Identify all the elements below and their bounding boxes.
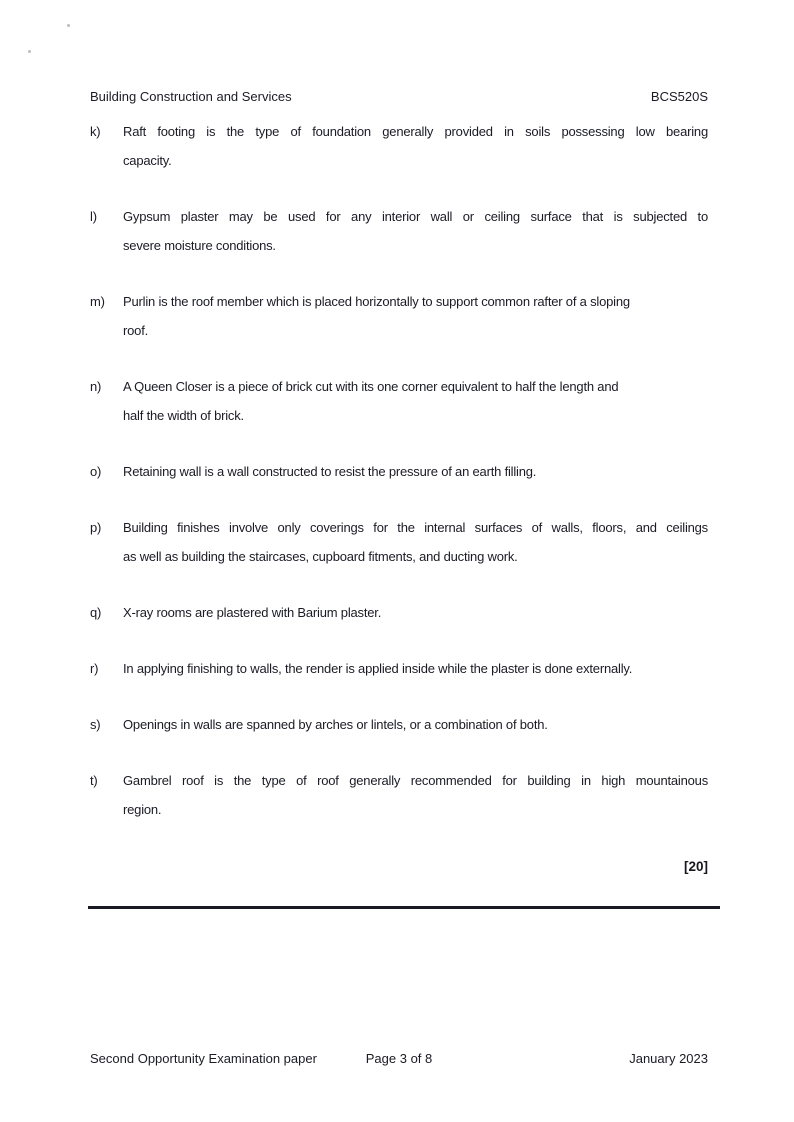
course-title: Building Construction and Services — [90, 89, 292, 104]
item-line: as well as building the staircases, cupboard fitments, and ducting work. — [123, 549, 518, 564]
item-line: region. — [123, 802, 162, 817]
statement-list — [90, 117, 708, 824]
course-code: BCS520S — [650, 89, 708, 104]
item-label: k) — [90, 124, 101, 139]
item-text — [123, 513, 708, 571]
horizontal-rule — [88, 906, 720, 909]
item-line: roof. — [123, 323, 149, 338]
scan-artifact-dot — [28, 50, 31, 53]
item-text — [123, 457, 708, 486]
list-item — [90, 202, 708, 260]
item-label: o) — [90, 464, 102, 479]
item-text — [123, 202, 708, 260]
footer-date: January 2023 — [629, 1051, 708, 1066]
footer-page-number: Page 3 of 8 — [365, 1051, 433, 1066]
item-label: s) — [90, 717, 101, 732]
list-item — [90, 513, 708, 571]
list-item — [90, 287, 708, 345]
scan-artifact-dot — [67, 24, 70, 27]
item-text — [123, 654, 708, 683]
item-text — [123, 598, 708, 627]
item-text — [123, 710, 708, 739]
list-item — [90, 710, 708, 739]
item-label: p) — [90, 520, 102, 535]
item-text — [123, 372, 708, 430]
item-line: Raft footing is the type of foundation generally provided in soils possessing low bearing — [123, 124, 708, 139]
item-line: capacity. — [123, 153, 172, 168]
page-content — [90, 88, 708, 909]
item-line: Gypsum plaster may be used for any interior wall or ceiling surface that is subjected to — [123, 209, 708, 224]
item-label: r) — [90, 661, 99, 676]
list-item — [90, 654, 708, 683]
item-line: X-ray rooms are plastered with Barium plaster. — [123, 605, 382, 620]
list-item — [90, 457, 708, 486]
list-item — [90, 372, 708, 430]
item-label: m) — [90, 294, 105, 309]
item-label: l) — [90, 209, 97, 224]
item-line: half the width of brick. — [123, 408, 244, 423]
page-header — [90, 88, 708, 106]
marks-total: [20] — [683, 859, 708, 874]
list-item — [90, 598, 708, 627]
item-text — [123, 766, 708, 824]
item-label: t) — [90, 773, 98, 788]
item-text — [123, 287, 708, 345]
list-item — [90, 117, 708, 175]
item-line: severe moisture conditions. — [123, 238, 276, 253]
item-line: In applying finishing to walls, the render is applied inside while the plaster is done externally. — [123, 661, 633, 676]
item-label: n) — [90, 379, 102, 394]
item-line: Openings in walls are spanned by arches or lintels, or a combination of both. — [123, 717, 548, 732]
item-line: A Queen Closer is a piece of brick cut with its one corner equivalent to half the length and — [123, 379, 619, 394]
item-line: Purlin is the roof member which is placed horizontally to support common rafter of a sloping — [123, 294, 630, 309]
item-line: Building finishes involve only coverings for the internal surfaces of walls, floors, and ceilings — [123, 520, 708, 535]
item-text — [123, 117, 708, 175]
list-item — [90, 766, 708, 824]
item-label: q) — [90, 605, 102, 620]
item-line: Gambrel roof is the type of roof generally recommended for building in high mountainous — [123, 773, 708, 788]
item-line: Retaining wall is a wall constructed to resist the pressure of an earth filling. — [123, 464, 537, 479]
page-footer — [90, 1050, 708, 1068]
footer-exam-type: Second Opportunity Examination paper — [90, 1051, 317, 1066]
